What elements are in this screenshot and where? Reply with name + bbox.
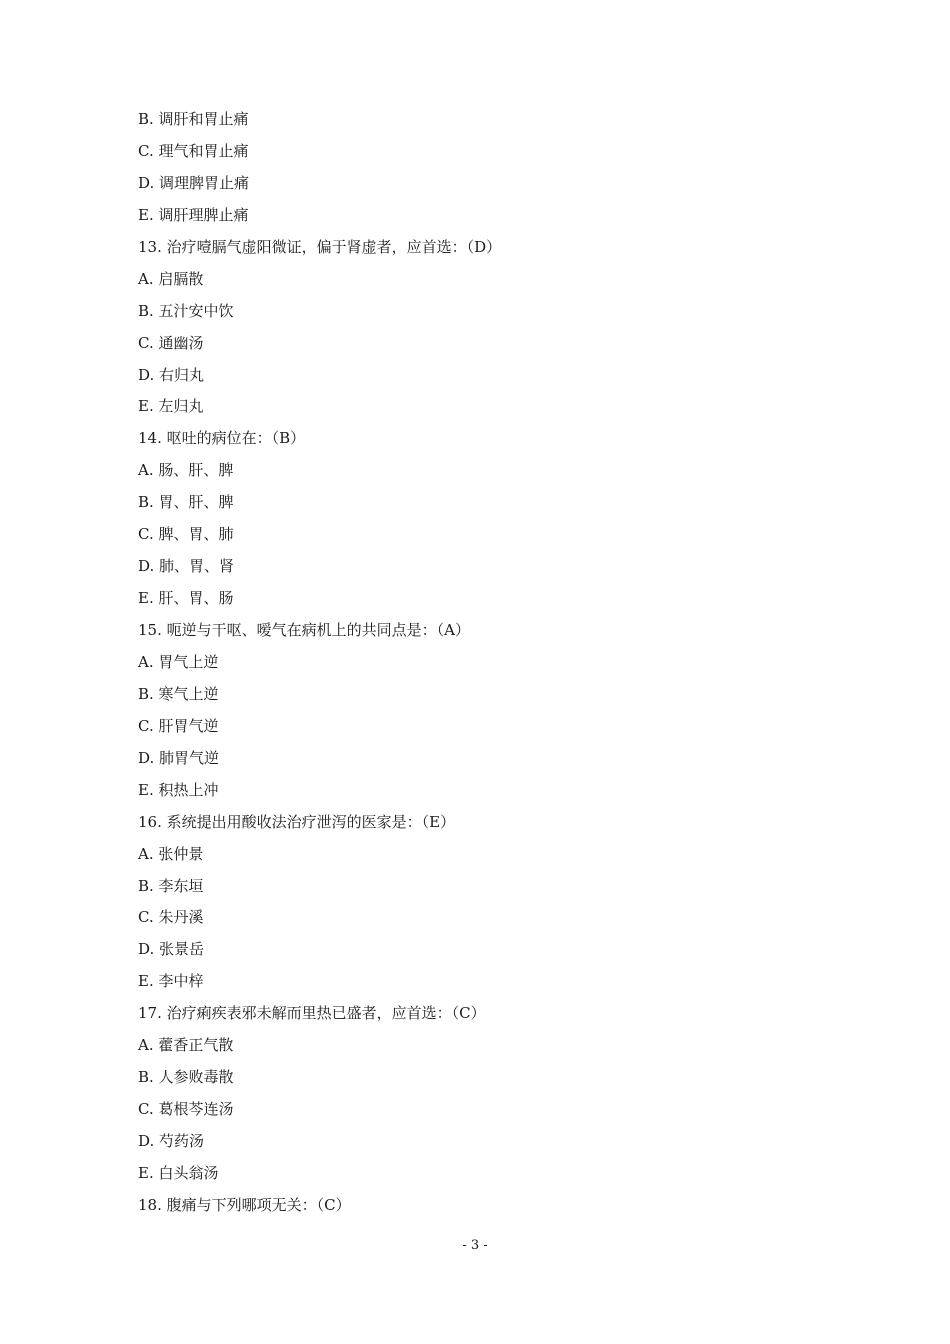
question-list <box>138 108 858 1226</box>
option-line: E. 调肝理脾止痛 <box>138 205 249 224</box>
page-number: - 3 - <box>462 1238 488 1253</box>
option-line: C. 通幽汤 <box>138 333 204 352</box>
option-line: E. 白头翁汤 <box>138 1163 219 1182</box>
question-line: 14. 呕吐的病位在：（B） <box>138 429 306 448</box>
option-line: C. 脾、胃、肺 <box>138 525 234 544</box>
option-line: C. 理气和胃止痛 <box>138 141 249 160</box>
option-line: D. 调理脾胃止痛 <box>138 173 250 192</box>
question-line: 17. 治疗痢疾表邪未解而里热已盛者，应首选：（C） <box>138 1004 486 1023</box>
option-line: D. 张景岳 <box>138 940 205 959</box>
option-line: B. 人参败毒散 <box>138 1068 234 1087</box>
option-line: E. 肝、胃、肠 <box>138 589 234 608</box>
option-line: A. 启膈散 <box>138 269 204 288</box>
option-line: A. 藿香正气散 <box>138 1036 234 1055</box>
question-line: 13. 治疗噎膈气虚阳微证，偏于肾虚者，应首选：（D） <box>138 237 502 256</box>
question-line: 18. 腹痛与下列哪项无关：（C） <box>138 1195 351 1214</box>
option-line: D. 右归丸 <box>138 365 205 384</box>
option-line: E. 积热上冲 <box>138 780 219 799</box>
option-line: D. 肺胃气逆 <box>138 748 220 767</box>
question-line: 15. 呃逆与干呕、嗳气在病机上的共同点是：（A） <box>138 621 470 639</box>
option-line: B. 李东垣 <box>138 876 204 895</box>
option-line: A. 张仲景 <box>138 844 204 863</box>
option-line: A. 肠、肝、脾 <box>138 461 234 480</box>
option-line: B. 胃、肝、脾 <box>138 493 234 512</box>
option-line: B. 五汁安中饮 <box>138 301 234 320</box>
option-line: B. 寒气上逆 <box>138 684 219 703</box>
option-line: A. 胃气上逆 <box>138 652 219 671</box>
option-line: B. 调肝和胃止痛 <box>138 110 249 128</box>
option-line: D. 芍药汤 <box>138 1132 205 1150</box>
option-line: C. 朱丹溪 <box>138 908 204 927</box>
option-line: E. 李中梓 <box>138 972 204 991</box>
option-line: C. 葛根芩连汤 <box>138 1100 234 1119</box>
option-line: C. 肝胃气逆 <box>138 716 219 735</box>
option-line: D. 肺、胃、肾 <box>138 557 235 576</box>
question-line: 16. 系统提出用酸收法治疗泄泻的医家是：（E） <box>138 812 456 831</box>
option-line: E. 左归丸 <box>138 397 204 416</box>
